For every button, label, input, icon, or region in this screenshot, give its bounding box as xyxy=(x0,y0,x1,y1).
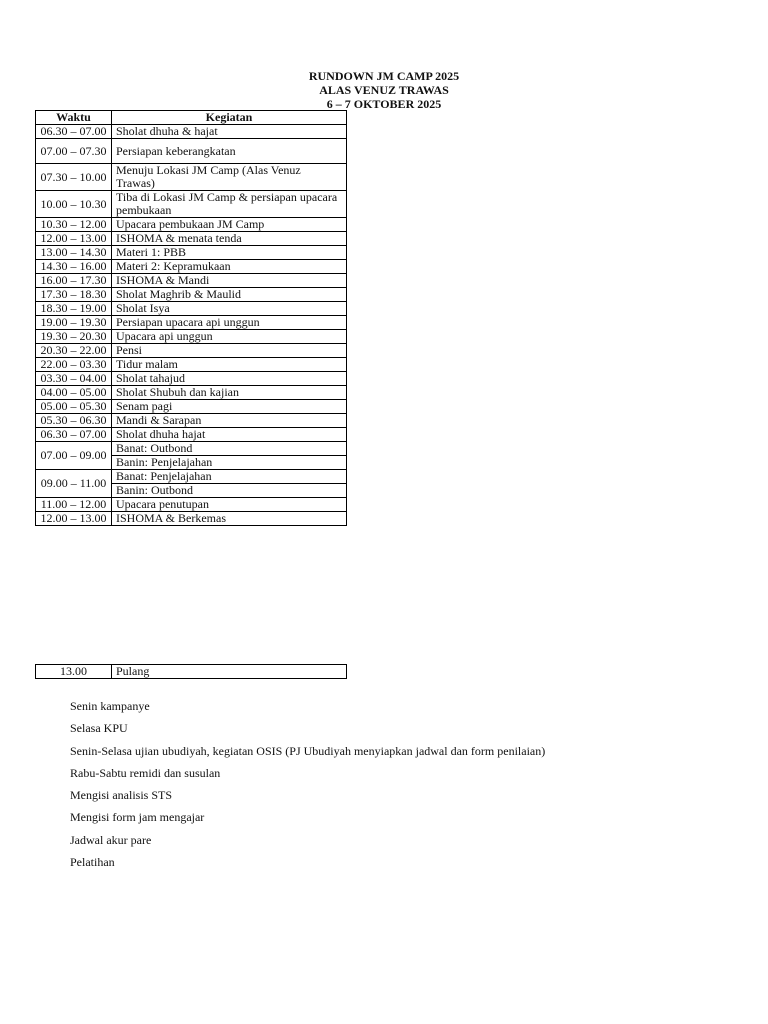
table-row xyxy=(36,164,347,191)
row-activity-banat: Banat: Penjelajahan xyxy=(112,470,347,484)
table-row xyxy=(36,191,347,218)
table-row xyxy=(36,274,347,288)
note-item: Selasa KPU xyxy=(70,721,128,736)
row-activity-banin: Banin: Outbond xyxy=(112,484,347,498)
table-row xyxy=(36,512,347,526)
notes-list xyxy=(70,699,545,877)
table-row xyxy=(36,428,347,442)
table-row xyxy=(36,414,347,428)
pulang-activity: Pulang xyxy=(112,665,347,679)
row-activity-banin: Banin: Penjelajahan xyxy=(112,456,347,470)
row-time: 07.30 – 10.00 xyxy=(36,164,112,191)
row-time: 12.00 – 13.00 xyxy=(36,232,112,246)
row-activity: ISHOMA & menata tenda xyxy=(112,232,347,246)
note-item: Mengisi analisis STS xyxy=(70,788,173,803)
table-row xyxy=(36,218,347,232)
row-time: 17.30 – 18.30 xyxy=(36,288,112,302)
table-row xyxy=(36,498,347,512)
row-activity: Sholat tahajud xyxy=(112,372,347,386)
header-time: Waktu xyxy=(36,111,112,125)
row-time: 05.00 – 05.30 xyxy=(36,400,112,414)
row-time: 19.30 – 20.30 xyxy=(36,330,112,344)
title-line-2: ALAS VENUZ TRAWAS xyxy=(319,83,449,97)
row-time: 10.30 – 12.00 xyxy=(36,218,112,232)
row-activity: Materi 2: Kepramukaan xyxy=(112,260,347,274)
table-row xyxy=(36,302,347,316)
row-activity: Mandi & Sarapan xyxy=(112,414,347,428)
row-time: 07.00 – 09.00 xyxy=(36,442,112,470)
row-activity: Upacara pembukaan JM Camp xyxy=(112,218,347,232)
row-activity: Tidur malam xyxy=(112,358,347,372)
table-row xyxy=(36,386,347,400)
table-row xyxy=(36,372,347,386)
row-activity: Tiba di Lokasi JM Camp & persiapan upacara pembukaan xyxy=(112,191,347,218)
table-row xyxy=(36,139,347,164)
table-row xyxy=(36,288,347,302)
row-activity: Pensi xyxy=(112,344,347,358)
row-time: 04.00 – 05.00 xyxy=(36,386,112,400)
row-activity: Persiapan upacara api unggun xyxy=(112,316,347,330)
table-row xyxy=(36,232,347,246)
row-activity: Persiapan keberangkatan xyxy=(112,139,347,164)
table-row xyxy=(36,316,347,330)
document-title xyxy=(0,69,768,111)
table-row xyxy=(36,400,347,414)
row-activity: Sholat Maghrib & Maulid xyxy=(112,288,347,302)
table-row xyxy=(36,358,347,372)
table-row xyxy=(36,442,347,456)
row-activity-banat: Banat: Outbond xyxy=(112,442,347,456)
rundown-table xyxy=(35,110,347,526)
row-activity: Sholat dhuha hajat xyxy=(112,428,347,442)
note-item: Rabu-Sabtu remidi dan susulan xyxy=(70,765,221,780)
note-item: Senin-Selasa ujian ubudiyah, kegiatan OSIS (PJ Ubudiyah menyiapkan jadwal dan form penilaian) xyxy=(70,743,546,758)
row-activity: Senam pagi xyxy=(112,400,347,414)
row-time: 06.30 – 07.00 xyxy=(36,428,112,442)
table-row xyxy=(36,330,347,344)
row-time: 12.00 – 13.00 xyxy=(36,512,112,526)
row-activity: Materi 1: PBB xyxy=(112,246,347,260)
row-time: 06.30 – 07.00 xyxy=(36,125,112,139)
table-row xyxy=(36,344,347,358)
row-time: 11.00 – 12.00 xyxy=(36,498,112,512)
row-time: 10.00 – 10.30 xyxy=(36,191,112,218)
title-line-3: 6 – 7 OKTOBER 2025 xyxy=(326,97,442,111)
row-time: 03.30 – 04.00 xyxy=(36,372,112,386)
row-activity: ISHOMA & Berkemas xyxy=(112,512,347,526)
note-item: Pelatihan xyxy=(70,855,115,870)
row-time: 18.30 – 19.00 xyxy=(36,302,112,316)
row-activity: Menuju Lokasi JM Camp (Alas Venuz Trawas) xyxy=(112,164,347,191)
note-item: Mengisi form jam mengajar xyxy=(70,810,205,825)
table-row xyxy=(36,260,347,274)
row-time: 16.00 – 17.30 xyxy=(36,274,112,288)
row-activity: Sholat Isya xyxy=(112,302,347,316)
row-activity: Upacara api unggun xyxy=(112,330,347,344)
header-activity: Kegiatan xyxy=(112,111,347,125)
row-activity: ISHOMA & Mandi xyxy=(112,274,347,288)
pulang-table xyxy=(35,664,347,679)
note-item: Jadwal akur pare xyxy=(70,832,152,847)
row-activity: Sholat Shubuh dan kajian xyxy=(112,386,347,400)
row-time: 19.00 – 19.30 xyxy=(36,316,112,330)
row-activity: Sholat dhuha & hajat xyxy=(112,125,347,139)
row-time: 14.30 – 16.00 xyxy=(36,260,112,274)
pulang-time: 13.00 xyxy=(36,665,112,679)
row-time: 20.30 – 22.00 xyxy=(36,344,112,358)
row-activity: Upacara penutupan xyxy=(112,498,347,512)
title-line-1: RUNDOWN JM CAMP 2025 xyxy=(308,69,460,83)
table-header-row xyxy=(36,111,347,125)
table-row xyxy=(36,665,347,679)
table-row xyxy=(36,246,347,260)
table-row xyxy=(36,470,347,484)
row-time: 13.00 – 14.30 xyxy=(36,246,112,260)
row-time: 05.30 – 06.30 xyxy=(36,414,112,428)
row-time: 09.00 – 11.00 xyxy=(36,470,112,498)
table-row xyxy=(36,125,347,139)
row-time: 07.00 – 07.30 xyxy=(36,139,112,164)
row-time: 22.00 – 03.30 xyxy=(36,358,112,372)
note-item: Senin kampanye xyxy=(70,699,150,713)
